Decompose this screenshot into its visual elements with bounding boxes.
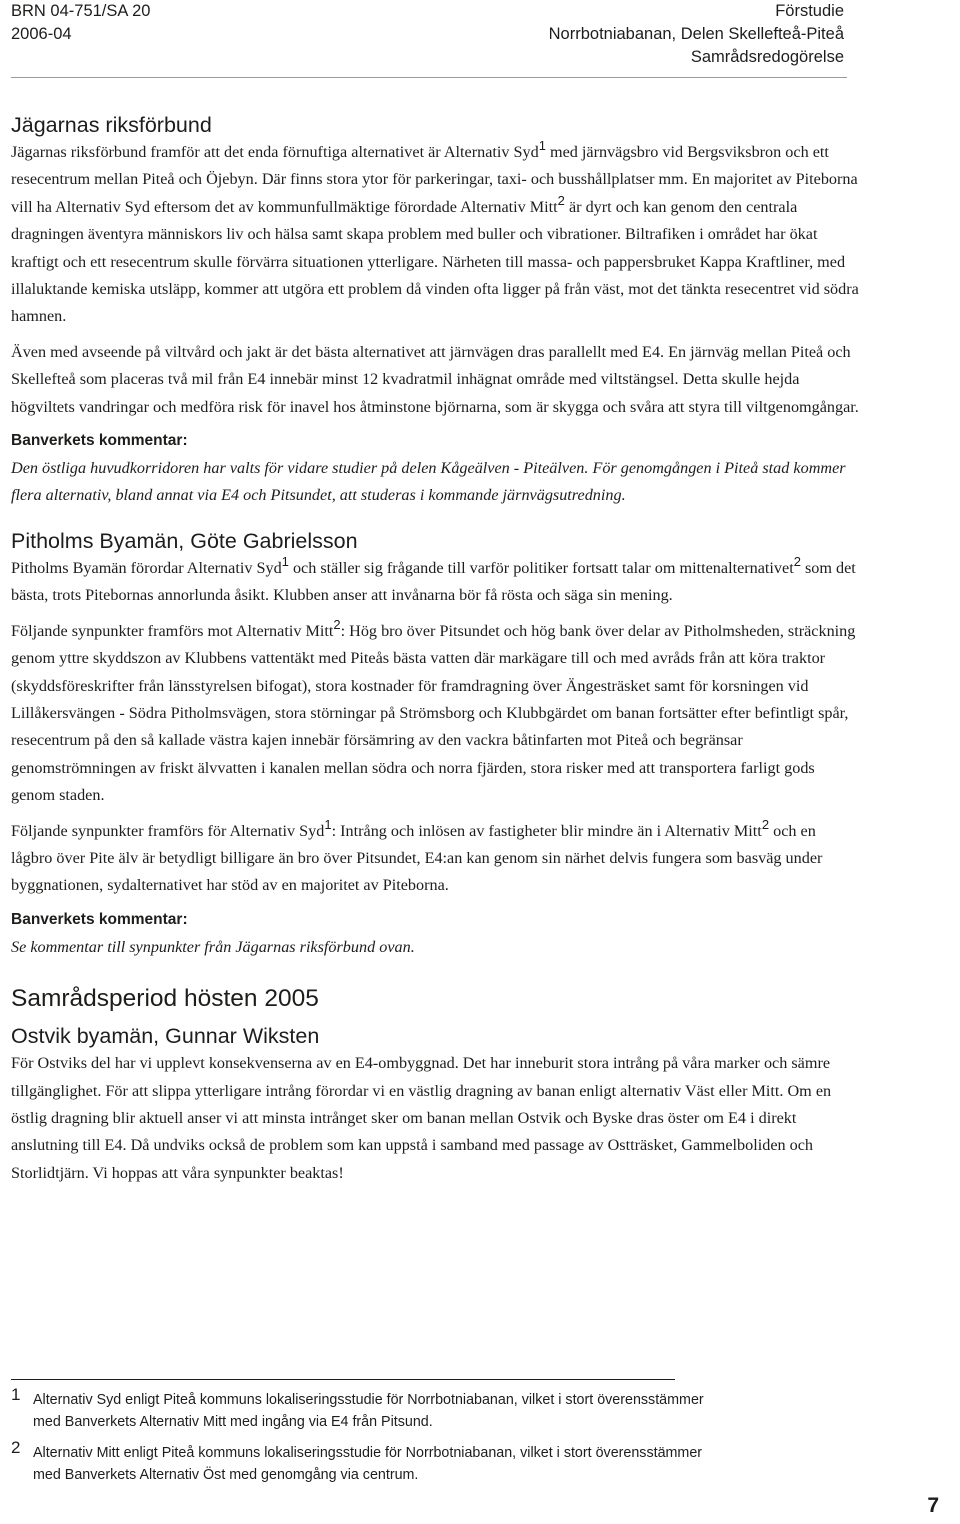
footnote-ref: 1 <box>538 138 546 153</box>
comment-text: Se kommentar till synpunkter från Jägarnas riksförbund ovan. <box>11 937 415 956</box>
header-left <box>11 0 150 46</box>
footnote-divider <box>11 1379 675 1380</box>
doc-subtitle: Samrådsredogörelse <box>690 48 844 66</box>
comment-text: Den östliga huvudkorridoren har valts för vidare studier på delen Kågeälven - Piteälven. För genomgången i Piteå stad kommer flera alternativ, bland annat via E4 och Pitsundet, att studeras i kommande järnvägsutredning. <box>11 459 846 505</box>
footnote-text: Alternativ Syd enligt Piteå kommuns lokaliseringsstudie för Norrbotniabanan, vilket i stort överensstämmer med Banverkets Alternativ Mitt med ingång via E4 från Pitsund. <box>33 1392 704 1430</box>
doc-number: BRN 04-751/SA 20 <box>11 2 151 20</box>
comment-label: Banverkets kommentar: <box>11 910 188 928</box>
paragraph: Även med avseende på viltvård och jakt är det bästa alternativet att järnvägen dras parallellt med E4. En järnväg mellan Piteå och Skellefteå som placeras två mil från E4 innebär minst 12 kvadratmil inhägnat område med viltstängsel. Detta skulle hejda högviltets vandringar och medföra risk för inavel hos åtminstone björnarna, som är skygga och svåra att styra till viltgenomgångar. <box>11 342 859 416</box>
footnote-ref: 2 <box>557 192 565 208</box>
footnote-ref: 1 <box>281 553 289 569</box>
footnote-ref: 2 <box>761 816 770 832</box>
paragraph: Följande synpunkter framförs för Alternativ Syd$^1$: Intrång och inlösen av fastigheter blir mindre än i Alternativ Mitt$^2$ och en lågbro över Pite älv är betydligt billigare än bro över Pitsundet, E4:an kan genom sin närhet delvis fungera som basväg under byggnationen, sydalternativet har stöd av en majoritet av Piteborna. <box>11 816 823 895</box>
footnote-text: Alternativ Mitt enligt Piteå kommuns lokaliseringsstudie för Norrbotniabanan, vilket i stort överensstämmer med Banverkets Alternativ Öst med genomgång via centrum. <box>33 1445 703 1483</box>
doc-date: 2006-04 <box>11 25 72 43</box>
page-number: 7 <box>927 1494 939 1517</box>
section-title-pitholm: Pitholms Byamän, Göte Gabrielsson <box>11 528 358 553</box>
paragraph: För Ostviks del har vi upplevt konsekvenserna av en E4-ombyggnad. Det har inneburit stora intrång på våra marker och sämre tillgänglighet. För att slippa ytterligare intrång förordar vi en västlig dragning av banan enligt alternativ Väst eller Mitt. Om en östlig dragning blir aktuell anser vi att minsta intrånget sker om banan mellan Ostvik och Byske dras öster om E4 i direkt anslutning till E4. Då undviks också de problem som kan uppstå i samband med passage av Ostträsket, Gammelboliden och Storlidtjärn. Vi hoppas att våra synpunkter beaktas! <box>11 1054 832 1182</box>
footnote-1 <box>11 1385 711 1433</box>
section-subtitle-ostvik: Ostvik byamän, Gunnar Wiksten <box>11 1024 320 1049</box>
header-right <box>549 0 844 69</box>
section-title-jagarnas: Jägarnas riksförbund <box>11 113 212 137</box>
footnote-ref: 2 <box>793 553 801 569</box>
paragraph: Följande synpunkter framförs mot Alternativ Mitt$^2$: Hög bro över Pitsundet och hög bank över delar av Pitholmsheden, sträckning genom yttre skyddszon av Klubbens vattentäkt med Piteås bästa vatten där markägare till och med avråds från att köra traktor (skyddsföreskrifter från länsstyrelsen bifogat), stora kostnader för framdragning över Ängesträsket samt för korsningen vid Lillåkersvängen - Södra Pitholmsvägen, stora störningar på Strömsborg och Klubbgärdet om banan fortsätter efter befintligt spår, resecentrum på den så kallade västra kajen innebär försämring av den vackra båtinfarten mot Piteå och begränsar genomströmningen av friskt älvvatten i kanalen mellan södra och norra fjärden, stora risker med att transportera farligt gods genom staden. <box>11 616 856 805</box>
footnote-number: 1 <box>11 1385 21 1404</box>
comment-label: Banverkets kommentar: <box>11 432 188 450</box>
footnote-ref: 2 <box>333 616 341 632</box>
project-name: Norrbotniabanan, Delen Skellefteå-Piteå <box>548 25 844 43</box>
footnote-number: 2 <box>11 1438 21 1457</box>
section-title-samradsperiod: Samrådsperiod hösten 2005 <box>11 985 319 1013</box>
main-content <box>11 111 861 1187</box>
paragraph: Jägarnas riksförbund framför att det enda förnuftiga alternativet är Alternativ Syd$^1$ med järnvägsbro vid Bergsviksbron och ett resecentrum mellan Piteå och Öjebyn. Där finns stora ytor för parkeringar, taxi- och busshållplatser mm. En majoritet av Piteborna vill ha Alternativ Syd eftersom det av kommunfullmäktige förordade Alternativ Mitt$^2$ är dyrt och kan genom den centrala dragningen äventyra människors liv och hälsa samt skapa problem med buller och vibrationer. Biltrafiken i området har ökat kraftigt och ett resecentrum skulle förvärra situationen ytterligare. Närheten till massa- och pappersbruket Kappa Kraftliner, med illaluktande kemiska utsläpp, kommer att utgöra ett problem då vinden ofta ligger på från väst, mot det tänkta resecentret vid södra hamnen. <box>11 138 859 326</box>
doc-type: Förstudie <box>775 2 844 20</box>
header-divider <box>11 77 847 78</box>
footnote-2 <box>11 1438 711 1486</box>
paragraph: Pitholms Byamän förordar Alternativ Syd$^1$ och ställer sig frågande till varför politiker fortsatt talar om mittenalternativet$^2$ som det bästa, trots Pitebornas annorlunda åsikt. Klubben anser att invånarna bör få rösta och säga sin mening. <box>11 553 856 605</box>
footnote-ref: 1 <box>324 816 332 832</box>
